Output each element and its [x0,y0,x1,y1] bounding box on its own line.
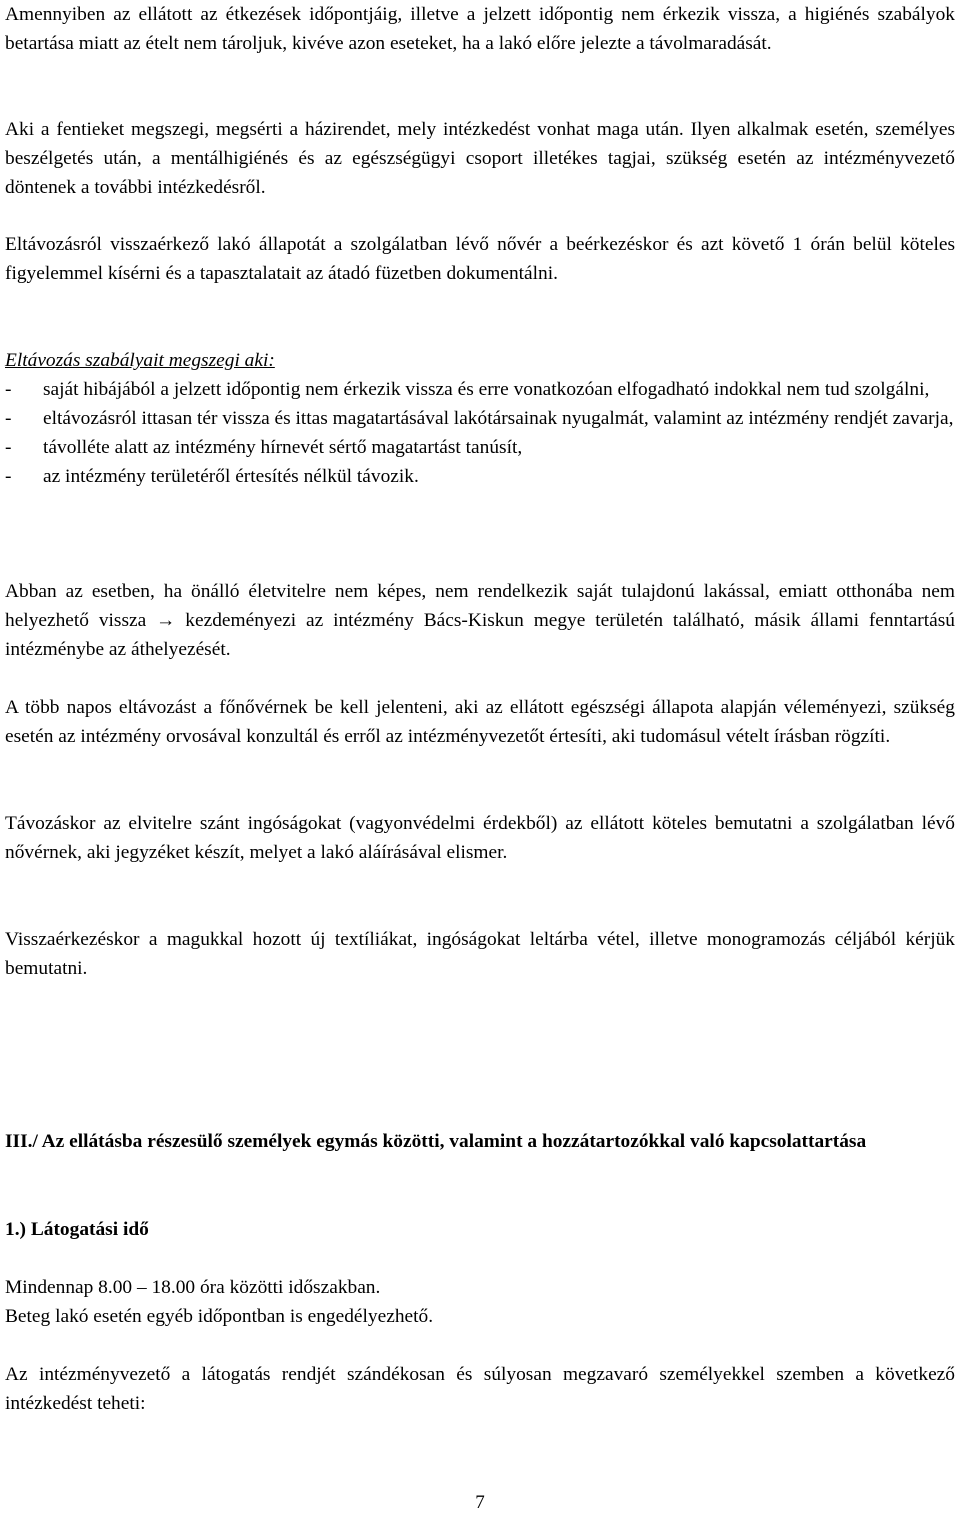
paragraph-belongings-return: Visszaérkezéskor a magukkal hozott új textíliákat, ingóságokat leltárba vétel, illetve monogramozás céljából kérjük bemutatni. [5,929,955,979]
list-dash: - [5,379,12,400]
paragraph-return-monitoring: Eltávozásról visszaérkező lakó állapotát a szolgálatban lévő nővér a beérkezéskor és azt követő 1 órán belül köteles figyelemmel kísérni és a tapasztalatait az átadó füzetben dokumentálni. [5,234,955,284]
list-item-text: az intézmény területéről értesítés nélkül távozik. [43,466,419,487]
list-item [5,433,955,462]
list-item-text: távolléte alatt az intézmény hírnevét sértő magatartást tanúsít, [43,437,523,458]
subsection-heading: 1.) Látogatási idő [5,1219,149,1240]
list-dash: - [5,408,12,429]
section-heading: III./ Az ellátásba részesülő személyek egymás közötti, valamint a hozzátartozókkal való kapcsolattartása [5,1131,867,1152]
list-heading-leave-violation: Eltávozás szabályait megszegi aki: [5,350,275,371]
list-dash: - [5,466,12,487]
paragraph-meal-absence: Amennyiben az ellátott az étkezések időpontjáig, illetve a jelzett időpontig nem érkezik vissza, a higiénés szabályok betartása miatt az ételt nem tároljuk, kivéve azon eseteket, ha a lakó előre jelezte a távolmaradását. [5,4,955,54]
leave-violation-list [5,375,955,491]
paragraph-multi-day-leave: A több napos eltávozást a főnővérnek be kell jelenteni, aki az ellátott egészségi állapota alapján véleményezi, szükség esetén az intézmény orvosával konzultál és erről az intézményvezetőt értesíti, aki tudomásul vételt írásban rögzíti. [5,697,955,747]
list-item [5,462,955,491]
paragraph-belongings-departure: Távozáskor az elvitelre szánt ingóságokat (vagyonvédelmi érdekből) az ellátott köteles bemutatni a szolgálatban lévő nővérnek, aki jegyzéket készít, melyet a lakó aláírásával elismer. [5,813,955,863]
list-item [5,404,955,433]
list-item-text: eltávozásról ittasan tér vissza és ittas magatartásával lakótársainak nyugalmát, valamint az intézmény rendjét zavarja, [43,408,954,429]
paragraph-relocation: Abban az esetben, ha önálló életvitelre nem képes, nem rendelkezik saját tulajdonú lakással, emiatt otthonába nem helyezhető vissza → kezdeményezi az intézmény Bács-Kiskun megye területén található, másik állami fenntartású intézménybe az áthelyezését. [5,581,955,660]
list-dash: - [5,437,12,458]
paragraph-rule-violation: Aki a fentieket megszegi, megsérti a házirendet, mely intézkedést vonhat maga után. Ilyen alkalmak esetén, személyes beszélgetés után, a mentálhigiénés és az egészségügyi csoport illetékes tagjai, szükség esetén az intézményvezető döntenek a további intézkedésről. [5,119,955,198]
list-item [5,375,955,404]
paragraph-sick-resident: Beteg lakó esetén egyéb időpontban is engedélyezhető. [5,1306,434,1327]
paragraph-disruptive-visitors: Az intézményvezető a látogatás rendjét szándékosan és súlyosan megzavaró személyekkel szemben a következő intézkedést teheti: [5,1364,955,1414]
list-item-text: saját hibájából a jelzett időpontig nem érkezik vissza és erre vonatkozóan elfogadható indokkal nem tud szolgálni, [43,379,930,400]
page-number: 7 [475,1492,485,1513]
paragraph-visiting-hours: Mindennap 8.00 – 18.00 óra közötti időszakban. [5,1277,381,1298]
